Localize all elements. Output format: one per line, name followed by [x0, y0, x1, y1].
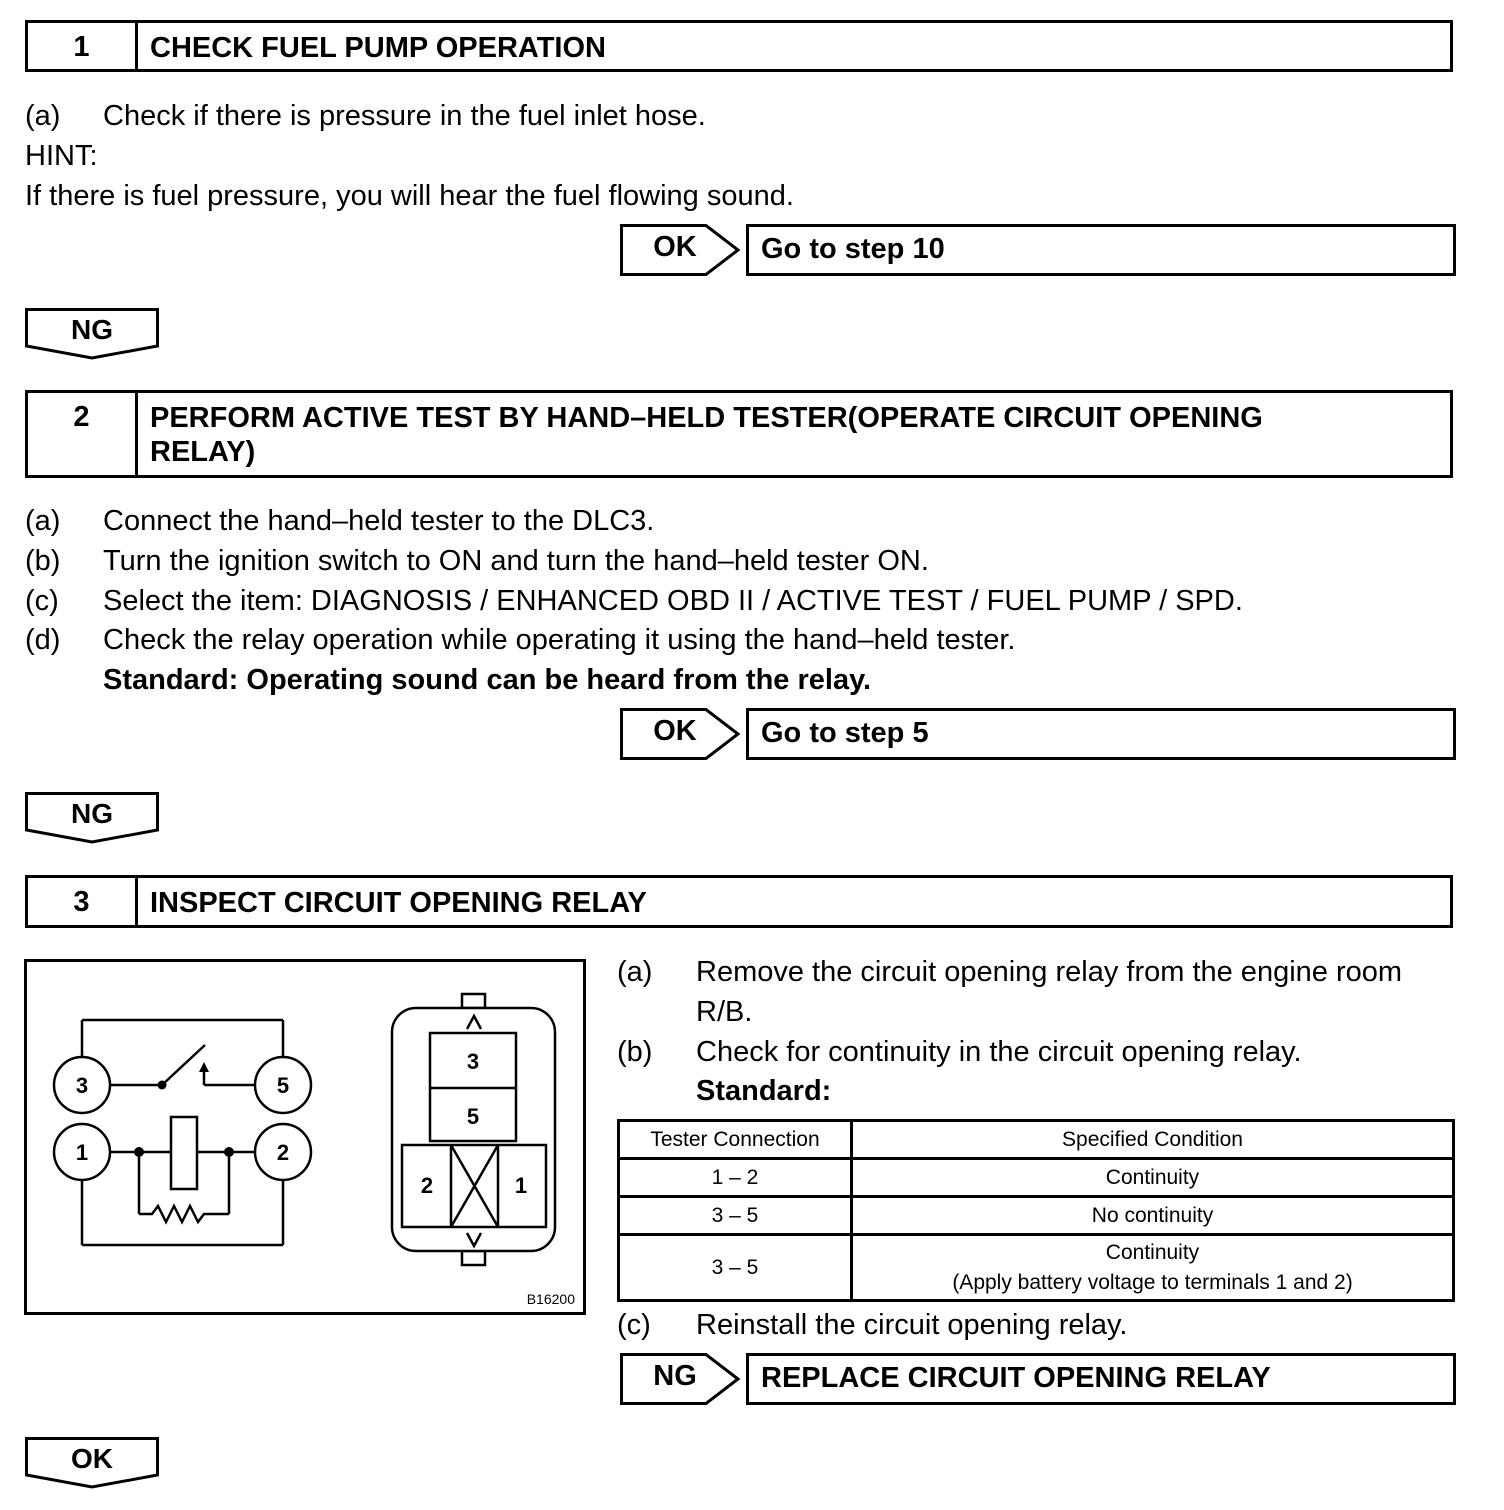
table-cell-condition-multiline — [852, 1235, 1454, 1301]
step1-item-a-label: (a) — [25, 100, 61, 132]
step2-title — [138, 393, 1450, 475]
step1-ok-label: OK — [653, 231, 697, 263]
schematic-terminal-3: 3 — [75, 1073, 89, 1098]
table-cell-connection: 3 – 5 — [619, 1235, 852, 1301]
step3-item-a-line1: Remove the circuit opening relay from the engine room — [696, 956, 1403, 988]
step3-ok-tag — [25, 1437, 159, 1487]
schematic-terminal-5: 5 — [276, 1073, 290, 1098]
step1-ng-tag — [25, 308, 159, 358]
step2-ok-label: OK — [653, 715, 697, 747]
step1-item-a-text: Check if there is pressure in the fuel inlet hose. — [103, 100, 706, 132]
relay-connector — [392, 994, 555, 1265]
step1-title: CHECK FUEL PUMP OPERATION — [150, 32, 606, 64]
step3-title: INSPECT CIRCUIT OPENING RELAY — [150, 887, 647, 919]
step2-item-d-label: (d) — [25, 624, 61, 656]
connector-terminal-3: 3 — [466, 1049, 480, 1074]
step1-header — [25, 20, 1453, 72]
step3-item-c-label: (c) — [617, 1309, 651, 1341]
table-row — [619, 1159, 1454, 1197]
table-cell-connection: 1 – 2 — [619, 1159, 852, 1197]
figure-code: B16200 — [526, 1291, 575, 1307]
step3-number: 3 — [28, 878, 138, 925]
step1-ok-tag — [620, 224, 740, 276]
step1-number: 1 — [28, 23, 138, 69]
step3-item-b-text: Check for continuity in the circuit opening relay. — [696, 1036, 1302, 1068]
connector-terminal-5: 5 — [466, 1104, 480, 1129]
table-cell-connection: 3 – 5 — [619, 1197, 852, 1235]
junction-dot — [158, 1081, 167, 1090]
step1-hint-text: If there is fuel pressure, you will hear the fuel flowing sound. — [25, 180, 794, 212]
step3-ok-label: OK — [71, 1443, 113, 1474]
table-header-row — [619, 1121, 1454, 1159]
table-row — [619, 1235, 1454, 1301]
step3-ng-tag — [620, 1353, 740, 1405]
step2-item-c-text: Select the item: DIAGNOSIS / ENHANCED OBD II / ACTIVE TEST / FUEL PUMP / SPD. — [103, 585, 1243, 617]
step2-header — [25, 390, 1453, 478]
continuity-table — [617, 1119, 1455, 1302]
connector-terminal-2: 2 — [420, 1173, 434, 1198]
step2-item-b-text: Turn the ignition switch to ON and turn the hand–held tester ON. — [103, 545, 929, 577]
step1-ok-result: Go to step 10 — [746, 224, 1456, 276]
table-cell-condition: Continuity — [852, 1159, 1454, 1197]
table-header-condition: Specified Condition — [852, 1121, 1454, 1159]
step2-number: 2 — [28, 393, 138, 475]
step3-item-c-text: Reinstall the circuit opening relay. — [696, 1309, 1128, 1341]
step1-hint-label: HINT: — [25, 140, 98, 172]
step2-ng-tag — [25, 792, 159, 842]
step3-item-a-label: (a) — [617, 956, 653, 988]
step3-standard-label: Standard: — [696, 1075, 832, 1107]
step2-title-line1: PERFORM ACTIVE TEST BY HAND–HELD TESTER(OPERATE CIRCUIT OPENING — [150, 402, 1263, 434]
relay-schematic — [54, 1020, 311, 1245]
schematic-terminal-1: 1 — [75, 1140, 89, 1165]
step2-ng-label: NG — [71, 798, 113, 829]
step3-item-b-label: (b) — [617, 1036, 653, 1068]
junction-dot — [134, 1147, 144, 1157]
table-cell-condition: No continuity — [852, 1197, 1454, 1235]
relay-figure — [24, 959, 586, 1315]
step3-header — [25, 875, 1453, 928]
step2-item-d-text: Check the relay operation while operating it using the hand–held tester. — [103, 624, 1016, 656]
step3-item-a-line2: R/B. — [696, 996, 753, 1028]
switch-arrow-icon — [199, 1062, 209, 1072]
step2-ok-tag — [620, 708, 740, 760]
step3-ng-label: NG — [653, 1360, 697, 1392]
step2-title-line2: RELAY) — [150, 436, 256, 468]
table-cell-condition: Continuity — [1105, 1240, 1200, 1264]
table-header-connection: Tester Connection — [619, 1121, 852, 1159]
junction-dot — [224, 1147, 234, 1157]
step1-ng-label: NG — [71, 314, 113, 345]
step3-ng-result: REPLACE CIRCUIT OPENING RELAY — [746, 1353, 1456, 1405]
table-cell-note: (Apply battery voltage to terminals 1 and 2) — [952, 1270, 1353, 1294]
step2-standard: Standard: Operating sound can be heard from the relay. — [103, 664, 872, 696]
table-row — [619, 1197, 1454, 1235]
step2-item-a-text: Connect the hand–held tester to the DLC3. — [103, 505, 655, 537]
connector-terminal-1: 1 — [514, 1173, 528, 1198]
step2-ok-result: Go to step 5 — [746, 708, 1456, 760]
schematic-terminal-2: 2 — [276, 1140, 290, 1165]
step2-item-b-label: (b) — [25, 545, 61, 577]
step2-item-c-label: (c) — [25, 585, 59, 617]
relay-diagram — [27, 962, 583, 1312]
step2-item-a-label: (a) — [25, 505, 61, 537]
